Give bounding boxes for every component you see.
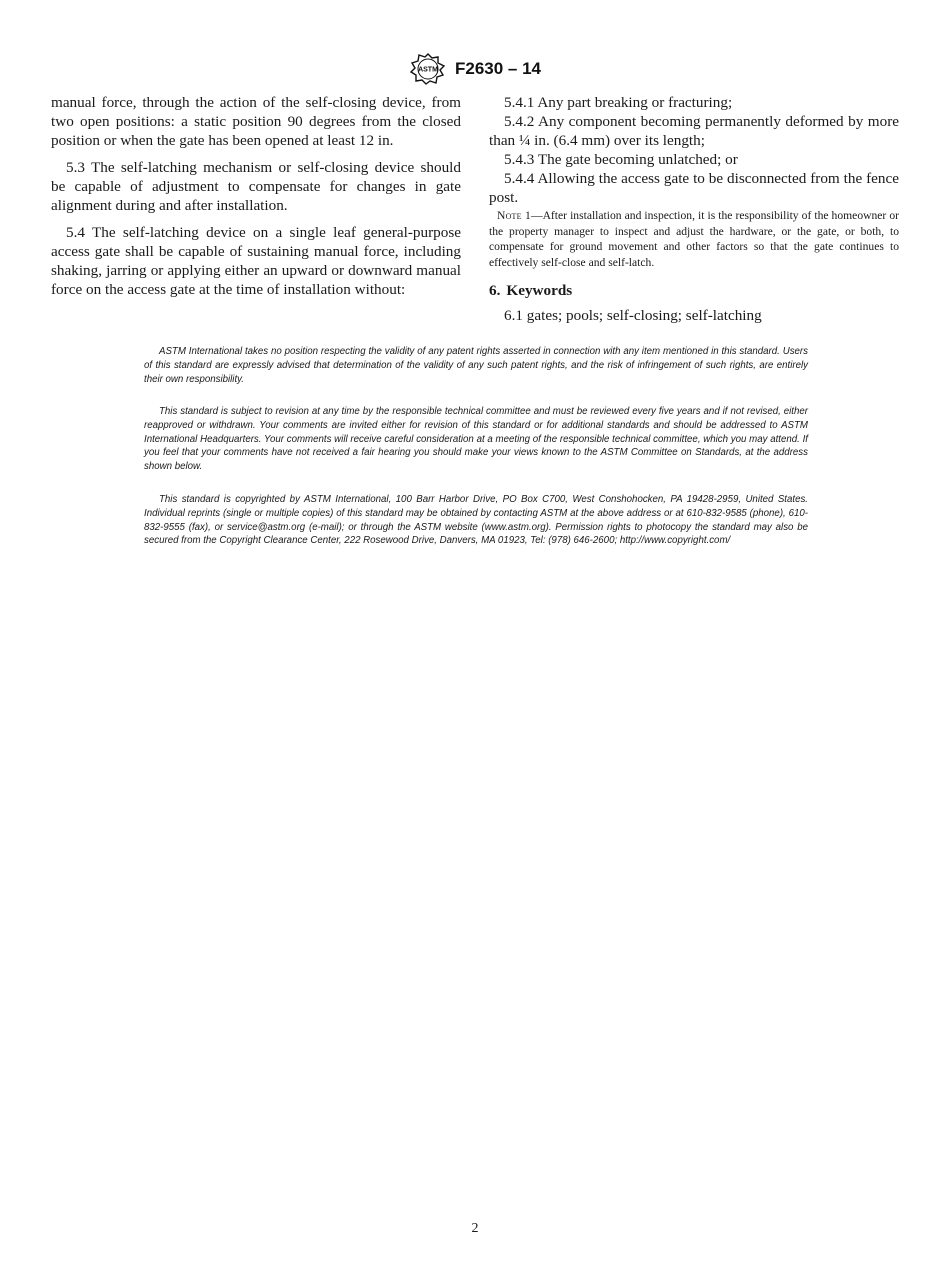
left-column	[51, 93, 461, 299]
paragraph-6-1: 6.1 gates; pools; self-closing; self-latching	[504, 307, 762, 324]
note-label: Note 1	[497, 209, 531, 222]
paragraph-5-3: 5.3 The self-latching mechanism or self-closing device should be capable of adjustment to compensate for changes in gate alignment during and after installation.	[51, 159, 461, 214]
item-5-4-2: 5.4.2 Any component becoming permanently deformed by more than ¼ in. (6.4 mm) over its length;	[489, 113, 899, 149]
standard-designation: F2630 – 14	[454, 59, 541, 78]
section-number: 6.	[489, 282, 501, 299]
item-5-4-3: 5.4.3 The gate becoming unlatched; or	[504, 151, 738, 168]
astm-logo-icon	[409, 53, 447, 85]
copyright-notice: This standard is copyrighted by ASTM International, 100 Barr Harbor Drive, PO Box C700, West Conshohocken, PA 19428-2959, United States. Individual reprints (single or multiple copies) of this standard may be obtained by contacting ASTM at the above address or at 610-832-9585 (phone), 610-832-9555 (fax), or service@astm.org (e-mail); or through the ASTM website (www.astm.org). Permission rights to photocopy the standard may also be secured from the Copyright Clearance Center, 222 Rosewood Drive, Danvers, MA 01923, Tel: (978) 646-2600; http://www.copyright.com/	[144, 494, 808, 547]
note-1	[489, 208, 899, 270]
page-number: 2	[471, 1221, 479, 1236]
logo-text: ASTM	[418, 66, 438, 74]
item-5-4-1: 5.4.1 Any part breaking or fracturing;	[504, 94, 733, 111]
right-column	[489, 93, 899, 325]
item-5-4-4: 5.4.4 Allowing the access gate to be disconnected from the fence post.	[489, 170, 899, 206]
section-title: Keywords	[506, 282, 573, 299]
patent-notice: ASTM International takes no position respecting the validity of any patent rights asserted in connection with any item mentioned in this standard. Users of this standard are expressly advised that determination of the validity of any such patent rights, and the risk of infringement of such rights, are entirely their own responsibility.	[144, 346, 808, 385]
paragraph-5-4: 5.4 The self-latching device on a single leaf general-purpose access gate shall be capable of sustaining manual force, including shaking, jarring or applying either an upward or downward manual force on the access gate at the time of installation without:	[51, 224, 461, 298]
page-header	[0, 52, 950, 86]
section-heading-keywords	[489, 281, 899, 300]
revision-notice: This standard is subject to revision at any time by the responsible technical committee and must be reviewed every five years and if not revised, either reapproved or withdrawn. Your comments are invited either for revision of this standard or for additional standards and should be addressed to ASTM International Headquarters. Your comments will receive careful consideration at a meeting of the responsible technical committee, which you may attend. If you feel that your comments have not received a fair hearing you should make your views known to the ASTM Committee on Standards, at the address shown below.	[144, 406, 808, 473]
continuation-paragraph: manual force, through the action of the self-closing device, from two open positions: a static position 90 degrees from the closed position or when the gate has been opened at least 12 in.	[51, 94, 461, 149]
note-text: —After installation and inspection, it is the responsibility of the homeowner or the property manager to inspect and adjust the hardware, or the gate, or both, to compensate for ground movement and other factors so that the gate continues to effectively self-close and self-latch.	[489, 209, 899, 269]
